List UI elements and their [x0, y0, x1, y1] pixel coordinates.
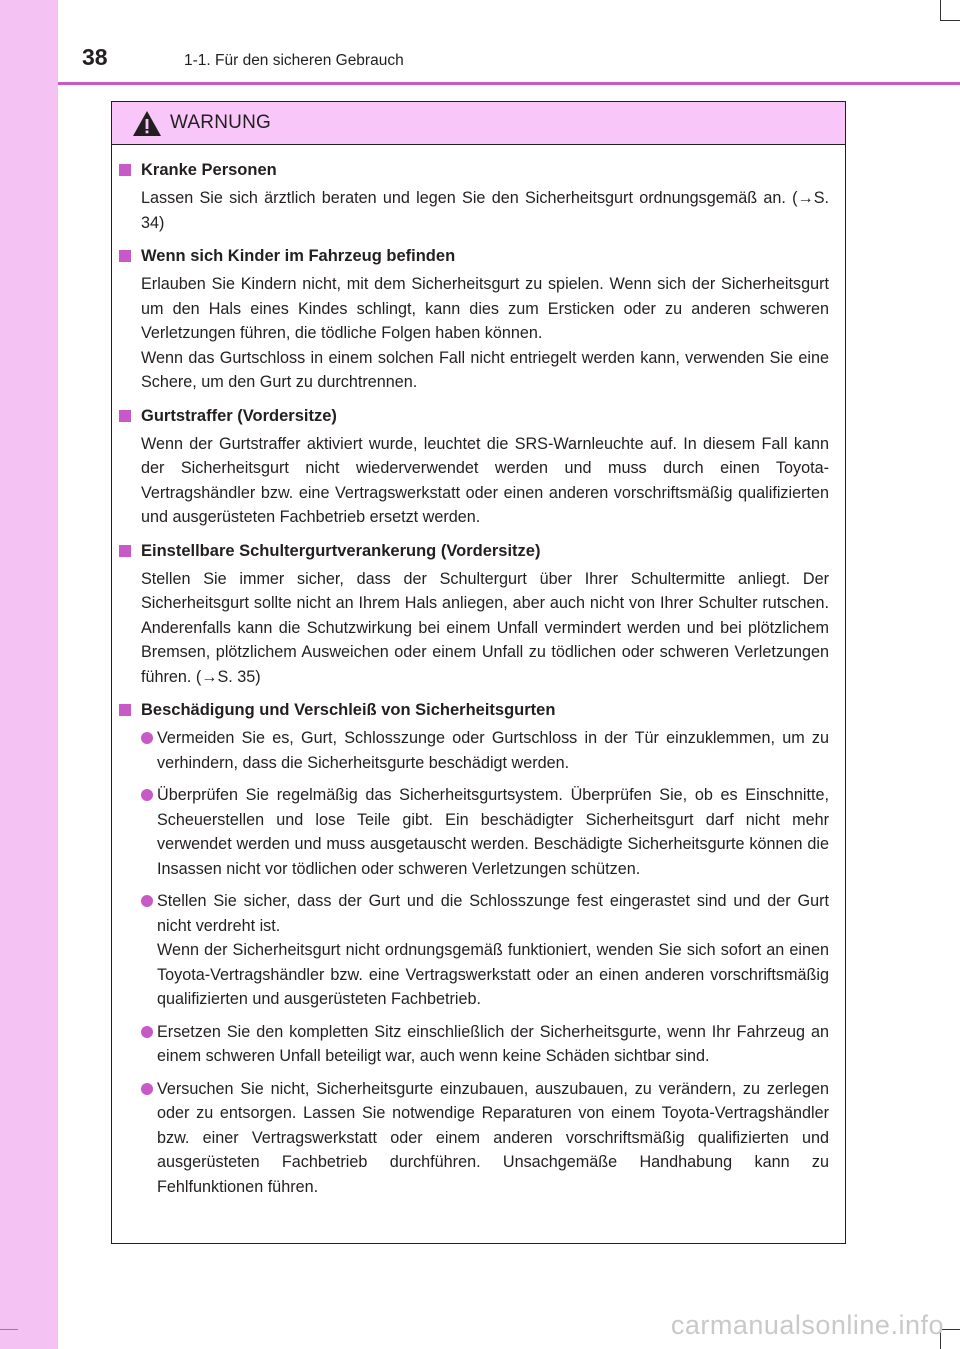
section-heading-text: Beschädigung und Verschleiß von Sicherheitsgurten [141, 701, 556, 719]
warning-section [112, 158, 845, 235]
list-item [141, 1020, 829, 1069]
crop-mark [940, 20, 960, 21]
crop-mark [0, 1329, 18, 1330]
crop-mark [940, 0, 941, 20]
warning-section [112, 244, 845, 395]
header-rule [58, 82, 960, 85]
circle-bullet-icon [141, 1026, 153, 1038]
circle-bullet-icon [141, 732, 153, 744]
circle-bullet-icon [141, 895, 153, 907]
warning-content [112, 158, 845, 1208]
side-color-strip [0, 0, 58, 1349]
section-paragraph: Stellen Sie immer sicher, dass der Schultergurt über Ihrer Schultermitte anliegt. Der Sicherheitsgurt sollte nicht an Ihrem Hals anliegen, aber auch nicht von Ihrer Schulter rutschen. Anderenfalls kann die Schutzwirkung bei einem Unfall vermindert werden und bei plötzlichem Bremsen, plötzlichem Ausweichen oder einem Unfall zu tödlichen oder schweren Verletzungen führen. (→S. 35) [141, 569, 829, 686]
section-heading [119, 404, 845, 428]
section-paragraph: Erlauben Sie Kindern nicht, mit dem Sicherheitsgurt zu spielen. Wenn sich der Sicherheitsgurt um den Hals eines Kindes schlingt, kann dies zum Ersticken oder zu anderen schweren Verletzungen führen, die tödliche Folgen haben können. [141, 275, 829, 342]
square-bullet-icon [119, 545, 131, 557]
watermark: carmanualsonline.info [670, 1310, 944, 1340]
circle-bullet-icon [141, 1083, 153, 1095]
page-number: 38 [82, 44, 108, 70]
section-heading-text: Einstellbare Schultergurtverankerung (Vordersitze) [141, 541, 541, 560]
square-bullet-icon [119, 410, 131, 422]
section-paragraph: Lassen Sie sich ärztlich beraten und legen Sie den Sicherheitsgurt ordnungsgemäß an. (→S. 34) [141, 189, 829, 232]
list-item [141, 726, 829, 775]
list-item [141, 783, 829, 881]
section-heading [119, 158, 845, 182]
list-item-text: Überprüfen Sie regelmäßig das Sicherheitsgurtsystem. Überprüfen Sie, ob es Einschnitte, Scheuerstellen und lose Teile gibt. Ein beschädigter Sicherheitsgurt darf nicht mehr verwendet werden und muss ausgetauscht werden. Beschädigte Sicherheitsgurte können die Insassen nicht vor tödlichen oder schweren Verletzungen schützen. [157, 786, 829, 878]
section-heading-text: Wenn sich Kinder im Fahrzeug befinden [141, 247, 456, 265]
warning-section [112, 539, 845, 690]
bullet-list [112, 726, 845, 1199]
circle-bullet-icon [141, 789, 153, 801]
warning-section [112, 404, 845, 530]
warning-triangle-icon [132, 110, 162, 137]
list-item-text: Versuchen Sie nicht, Sicherheitsgurte einzubauen, auszubauen, zu verändern, zu zerlegen oder zu entsorgen. Lassen Sie notwendige Reparaturen von einem Toyota-Vertragshändler bzw. einer Vertragswerkstatt oder einem anderen vorschriftsmäßig qualifizierten und ausgerüsteten Fachbetrieb durchführen. Unsachgemäße Handhabung kann zu Fehlfunktionen führen. [157, 1079, 829, 1196]
section-heading [119, 539, 845, 563]
list-item [141, 889, 829, 1012]
list-item-text: Stellen Sie sicher, dass der Gurt und die Schlosszunge fest eingerastet sind und der Gurt nicht verdreht ist. [157, 892, 829, 935]
warning-title: WARNUNG [170, 112, 271, 133]
warning-section [112, 698, 845, 1199]
section-paragraph: Wenn der Gurtstraffer aktiviert wurde, leuchtet die SRS-Warnleuchte auf. In diesem Fall kann der Sicherheitsgurt nicht wiederverwendet werden und muss durch einen Toyota-Vertragshändler bzw. eine Vertragswerkstatt oder einen anderen vorschriftsmäßig qualifizierten und ausgerüsteten Fachbetrieb ersetzt werden. [141, 434, 829, 526]
section-heading [119, 244, 845, 268]
section-title: 1-1. Für den sicheren Gebrauch [184, 52, 404, 69]
warning-box [111, 101, 846, 1244]
section-heading [119, 698, 845, 722]
list-item-text: Wenn der Sicherheitsgurt nicht ordnungsgemäß funktioniert, wenden Sie sich sofort an einen Toyota-Vertragshändler bzw. eine Vertragswerkstatt oder an einen anderen vorschriftsmäßig qualifizierten und ausgerüsteten Fachbetrieb. [157, 941, 829, 1008]
list-item [141, 1077, 829, 1200]
warning-header [112, 102, 845, 145]
list-item-text: Vermeiden Sie es, Gurt, Schlosszunge oder Gurtschloss in der Tür einzuklemmen, um zu verhindern, dass die Sicherheitsgurte beschädigt werden. [157, 729, 829, 772]
square-bullet-icon [119, 164, 131, 176]
section-heading-text: Kranke Personen [141, 161, 277, 179]
section-heading-text: Gurtstraffer (Vordersitze) [141, 406, 337, 425]
square-bullet-icon [119, 704, 131, 716]
section-paragraph: Wenn das Gurtschloss in einem solchen Fall nicht entriegelt werden kann, verwenden Sie eine Schere, um den Gurt zu durchtrennen. [141, 348, 829, 391]
square-bullet-icon [119, 250, 131, 262]
list-item-text: Ersetzen Sie den kompletten Sitz einschließlich der Sicherheitsgurte, wenn Ihr Fahrzeug an einem schweren Unfall beteiligt war, auch wenn keine Schäden sichtbar sind. [157, 1022, 829, 1065]
